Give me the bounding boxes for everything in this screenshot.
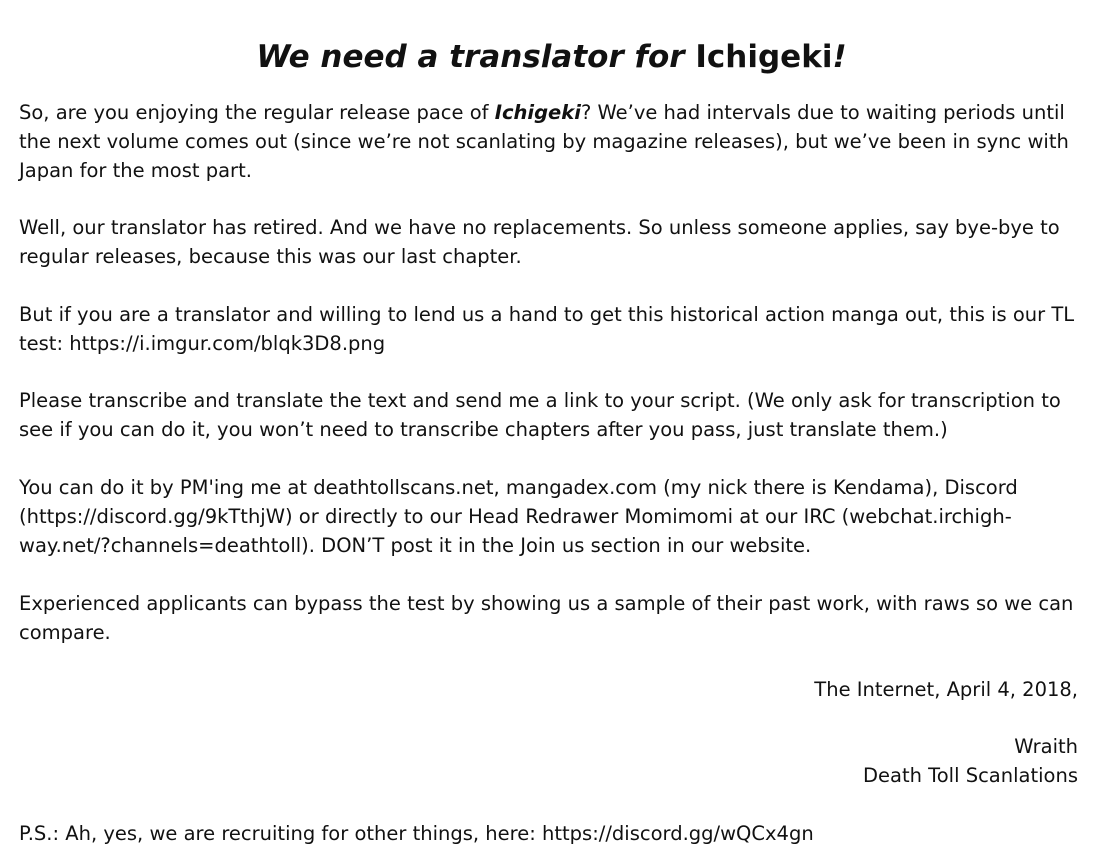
title-manga-name: Ichigeki: [695, 38, 833, 75]
title-lead: We need a translator for: [256, 38, 696, 75]
paragraph-release-pace-before: So, are you enjoying the regular release pace of: [19, 101, 495, 124]
paragraph-release-pace: [19, 98, 1081, 185]
signature-name: Wraith: [1014, 735, 1078, 758]
paragraph-tl-test: But if you are a translator and willing to lend us a hand to get this historical action manga out, this is our TL test: https://i.imgur.com/blqk3D8.png: [19, 303, 1075, 355]
title-exclamation: !: [832, 38, 847, 75]
paragraph-experienced: Experienced applicants can bypass the test by showing us a sample of their past work, with raws so we can compare.: [19, 592, 1074, 644]
dateline: The Internet, April 4, 2018,: [814, 678, 1078, 701]
paragraph-instructions: Please transcribe and translate the text and send me a link to your script. (We only ask for transcription to see if you can do it, you won’t need to transcribe chapters after you pass, just translate them.): [19, 389, 1061, 441]
manga-name-emphasis: Ichigeki: [494, 101, 581, 124]
page-title: [0, 35, 1103, 79]
paragraph-translator-retired: Well, our translator has retired. And we have no replacements. So unless someone applies, say bye-bye to regular releases, because this was our last chapter.: [19, 216, 1060, 268]
signature-group: Death Toll Scanlations: [862, 764, 1078, 787]
postscript: P.S.: Ah, yes, we are recruiting for other things, here: https://discord.gg/wQCx4gn: [19, 822, 814, 845]
paragraph-contact: You can do it by PM'ing me at deathtollscans.net, mangadex.com (my nick there is Kendama), Discord (https://discord.gg/9kTthjW) or directly to our Head Redrawer Momimomi at our IRC (webchat.irchigh-way.net/?channels=deathtoll). DON’T post it in the Join us section in our website.: [19, 476, 1018, 557]
paragraph-release-pace-after: ? We’ve had intervals due to waiting periods until the next volume comes out (since we’re not scanlating by magazine releases), but we’ve been in sync with Japan for the most part.: [19, 101, 1069, 182]
